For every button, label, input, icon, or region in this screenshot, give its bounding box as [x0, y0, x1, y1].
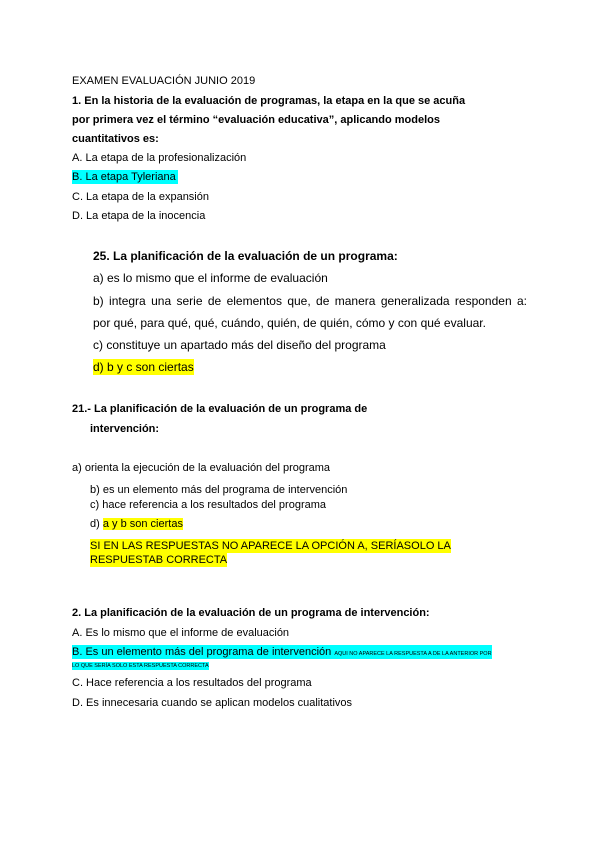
q21-note-line-2: RESPUESTAB CORRECTA — [90, 554, 228, 566]
q2-option-c: C. Hace referencia a los resultados del programa — [72, 677, 312, 689]
q21-option-c: c) hace referencia a los resultados del programa — [90, 499, 327, 511]
q25-title: 25. La planificación de la evaluación de un programa: — [93, 249, 398, 263]
q25-option-b-line-2: por qué, para qué, qué, cuándo, quién, de quién, cómo y con qué evaluar. — [93, 316, 486, 330]
q25-option-a: a) es lo mismo que el informe de evaluación — [93, 271, 328, 285]
q2-option-a: A. Es lo mismo que el informe de evaluación — [72, 627, 290, 639]
q25-option-d-highlighted: d) b y c son ciertas — [93, 360, 194, 374]
q1-option-a: A. La etapa de la profesionalización — [72, 152, 247, 164]
q2-title: 2. La planificación de la evaluación de un programa de intervención: — [72, 607, 430, 619]
q21-title-line-1: 21.- La planificación de la evaluación de un programa de — [72, 403, 368, 415]
q1-stem-line-2: por primera vez el término “evaluación educativa”, aplicando modelos — [72, 114, 441, 126]
q21-note-line-1: SI EN LAS RESPUESTAS NO APARECE LA OPCIÓN A, SERÍASOLO LA — [90, 540, 451, 552]
q1-option-c: C. La etapa de la expansión — [72, 191, 209, 203]
q2-option-d: D. Es innecesaria cuando se aplican modelos cualitativos — [72, 697, 353, 709]
q2-option-b-note-2: LO QUE SERÍA SOLO ESTA RESPUESTA CORRECTA — [72, 663, 209, 669]
q25-option-c: c) constituye un apartado más del diseño del programa — [93, 338, 386, 352]
q21-option-a: a) orienta la ejecución de la evaluación del programa — [72, 462, 331, 474]
exam-header: EXAMEN EVALUACIÓN JUNIO 2019 — [72, 75, 256, 87]
q21-option-d-highlighted: a y b son ciertas — [102, 518, 183, 530]
q1-option-d: D. La etapa de la inocencia — [72, 210, 206, 222]
q2-option-b-line — [72, 645, 492, 659]
q21-option-b: b) es un elemento más del programa de intervención — [90, 484, 348, 496]
q2-option-b-highlighted: B. Es un elemento más del programa de intervención — [72, 646, 332, 658]
q21-option-d — [90, 517, 183, 531]
q25-option-b-line-1: b) integra una serie de elementos que, de manera generalizada responden a: — [93, 294, 527, 308]
q1-stem-line-1: 1. En la historia de la evaluación de programas, la etapa en la que se acuña — [72, 95, 466, 107]
q1-option-b-highlighted: B. La etapa Tyleriana — [72, 170, 178, 184]
q2-option-b-note-1: AQUI NO APARECE LA RESPUESTA A DE LA ANTERIOR POR — [334, 651, 492, 657]
q21-option-d-prefix: d) — [90, 518, 100, 530]
q21-title-line-2: intervención: — [90, 423, 160, 435]
q1-stem-line-3: cuantitativos es: — [72, 133, 159, 145]
